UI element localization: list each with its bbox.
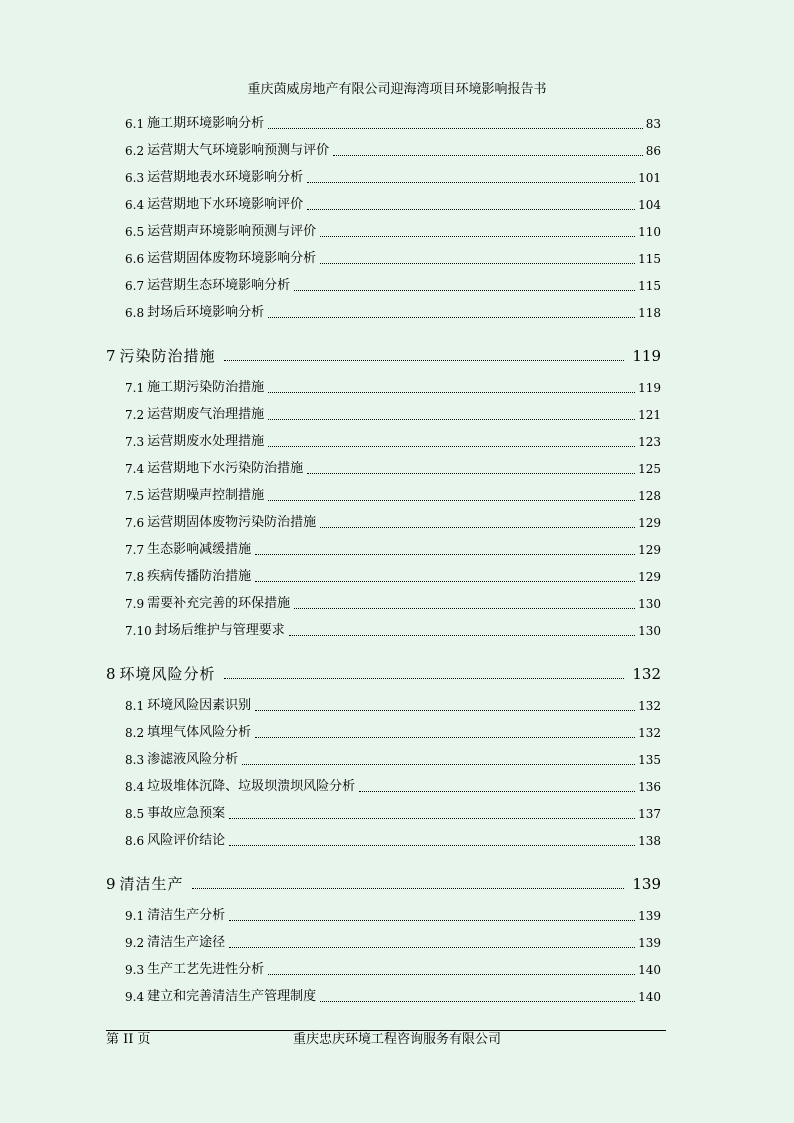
toc-dot-leader <box>320 236 635 237</box>
toc-entry-page: 132 <box>638 726 661 740</box>
toc-entry-title: 运营期固体废物环境影响分析 <box>147 251 317 266</box>
toc-dot-leader <box>320 263 635 264</box>
toc-entry-title: 运营期废水处理措施 <box>147 434 265 449</box>
toc-entry-number: 7.5 <box>125 489 145 503</box>
toc-section-entry[interactable] <box>125 196 661 214</box>
toc-entry-title: 运营期地表水环境影响分析 <box>147 170 304 185</box>
toc-entry-title: 封场后维护与管理要求 <box>154 623 285 638</box>
toc-entry-title: 生产工艺先进性分析 <box>147 962 265 977</box>
toc-entry-title: 事故应急预案 <box>147 806 226 821</box>
toc-dot-leader <box>320 1001 635 1002</box>
toc-entry-number: 8 <box>106 665 116 683</box>
toc-entry-title: 运营期地下水污染防治措施 <box>147 461 304 476</box>
toc-entry-number: 7.3 <box>125 435 145 449</box>
toc-dot-leader <box>333 155 643 156</box>
toc-section-entry[interactable] <box>125 778 661 796</box>
toc-dot-leader <box>229 818 635 819</box>
toc-entry-title: 建立和完善清洁生产管理制度 <box>147 989 317 1004</box>
footer-page-number: 第 II 页 <box>106 1032 151 1047</box>
toc-chapter-entry[interactable] <box>106 874 661 894</box>
toc-section-entry[interactable] <box>125 169 661 187</box>
toc-entry-number: 9.2 <box>125 936 145 950</box>
toc-dot-leader <box>307 209 635 210</box>
toc-entry-page: 140 <box>638 990 661 1004</box>
toc-entry-page: 140 <box>638 963 661 977</box>
toc-entry-page: 86 <box>645 144 661 158</box>
toc-dot-leader <box>255 554 635 555</box>
toc-entry-title: 运营期大气环境影响预测与评价 <box>147 143 330 158</box>
toc-entry-page: 119 <box>632 347 661 365</box>
toc-section-entry[interactable] <box>125 541 661 559</box>
toc-entry-number: 6.5 <box>125 225 145 239</box>
toc-entry-title: 封场后环境影响分析 <box>147 305 265 320</box>
toc-entry-page: 139 <box>632 875 661 893</box>
toc-dot-leader <box>289 635 635 636</box>
toc-section-entry[interactable] <box>125 304 661 322</box>
toc-dot-leader <box>255 710 635 711</box>
toc-entry-number: 6.6 <box>125 252 145 266</box>
toc-section-entry[interactable] <box>125 724 661 742</box>
toc-section-entry[interactable] <box>125 832 661 850</box>
toc-dot-leader <box>255 581 635 582</box>
toc-entry-page: 135 <box>638 753 661 767</box>
toc-section-entry[interactable] <box>125 622 661 640</box>
toc-entry-number: 7.7 <box>125 543 145 557</box>
toc-dot-leader <box>307 182 635 183</box>
toc-entry-number: 8.5 <box>125 807 145 821</box>
toc-entry-number: 8.3 <box>125 753 145 767</box>
toc-dot-leader <box>224 360 625 361</box>
toc-entry-number: 8.1 <box>125 699 145 713</box>
toc-entry-number: 6.4 <box>125 198 145 212</box>
toc-entry-page: 139 <box>638 936 661 950</box>
toc-entry-page: 129 <box>638 570 661 584</box>
toc-section-entry[interactable] <box>125 805 661 823</box>
toc-entry-page: 129 <box>638 516 661 530</box>
toc-dot-leader <box>359 791 635 792</box>
toc-section-entry[interactable] <box>125 433 661 451</box>
toc-entry-page: 125 <box>638 462 661 476</box>
toc-section-entry[interactable] <box>125 514 661 532</box>
toc-entry-page: 110 <box>638 225 661 239</box>
toc-entry-number: 8.2 <box>125 726 145 740</box>
toc-dot-leader <box>268 419 635 420</box>
toc-entry-number: 7.1 <box>125 381 145 395</box>
toc-entry-number: 6.8 <box>125 306 145 320</box>
toc-entry-title: 垃圾堆体沉降、垃圾坝溃坝风险分析 <box>147 779 356 794</box>
toc-chapter-entry[interactable] <box>106 346 661 366</box>
toc-entry-page: 130 <box>638 624 661 638</box>
toc-entry-title: 生态影响减缓措施 <box>147 542 252 557</box>
toc-section-entry[interactable] <box>125 460 661 478</box>
toc-dot-leader <box>229 920 635 921</box>
toc-entry-page: 139 <box>638 909 661 923</box>
toc-dot-leader <box>229 845 635 846</box>
toc-entry-title: 污染防治措施 <box>119 347 216 365</box>
toc-section-entry[interactable] <box>125 568 661 586</box>
toc-section-entry[interactable] <box>125 277 661 295</box>
toc-entry-title: 环境风险分析 <box>119 665 216 683</box>
toc-entry-title: 填埋气体风险分析 <box>147 725 252 740</box>
toc-entry-page: 104 <box>638 198 661 212</box>
toc-entry-title: 运营期噪声控制措施 <box>147 488 265 503</box>
toc-section-entry[interactable] <box>125 379 661 397</box>
toc-entry-title: 施工期环境影响分析 <box>147 116 265 131</box>
toc-section-entry[interactable] <box>125 907 661 925</box>
toc-entry-number: 6.1 <box>125 117 145 131</box>
toc-entry-title: 渗滤液风险分析 <box>147 752 239 767</box>
toc-entry-page: 129 <box>638 543 661 557</box>
toc-entry-number: 8.6 <box>125 834 145 848</box>
toc-entry-number: 7.6 <box>125 516 145 530</box>
toc-dot-leader <box>320 527 635 528</box>
toc-section-entry[interactable] <box>125 406 661 424</box>
toc-section-entry[interactable] <box>125 250 661 268</box>
toc-dot-leader <box>242 764 635 765</box>
toc-entry-page: 118 <box>638 306 661 320</box>
toc-entry-page: 115 <box>638 252 661 266</box>
toc-entry-title: 运营期固体废物污染防治措施 <box>147 515 317 530</box>
toc-entry-number: 9.3 <box>125 963 145 977</box>
toc-dot-leader <box>192 888 625 889</box>
toc-section-entry[interactable] <box>125 934 661 952</box>
toc-dot-leader <box>268 317 635 318</box>
footer-company: 重庆忠庆环境工程咨询服务有限公司 <box>292 1032 501 1047</box>
toc-entry-number: 7.4 <box>125 462 145 476</box>
toc-dot-leader <box>224 678 625 679</box>
toc-entry-title: 运营期声环境影响预测与评价 <box>147 224 317 239</box>
toc-section-entry[interactable] <box>125 223 661 241</box>
toc-entry-number: 6.2 <box>125 144 145 158</box>
toc-entry-title: 清洁生产 <box>119 875 184 893</box>
toc-section-entry[interactable] <box>125 751 661 769</box>
toc-entry-title: 运营期废气治理措施 <box>147 407 265 422</box>
toc-dot-leader <box>255 737 635 738</box>
toc-entry-page: 83 <box>645 117 661 131</box>
toc-entry-page: 132 <box>638 699 661 713</box>
toc-chapter-entry[interactable] <box>106 664 661 684</box>
toc-dot-leader <box>229 947 635 948</box>
toc-section-entry[interactable] <box>125 142 661 160</box>
toc-entry-title: 环境风险因素识别 <box>147 698 252 713</box>
toc-entry-title: 需要补充完善的环保措施 <box>147 596 291 611</box>
toc-entry-title: 清洁生产分析 <box>147 908 226 923</box>
toc-entry-number: 7.2 <box>125 408 145 422</box>
toc-entry-page: 130 <box>638 597 661 611</box>
toc-entry-number: 8.4 <box>125 780 145 794</box>
toc-entry-title: 风险评价结论 <box>147 833 226 848</box>
toc-entry-number: 7 <box>106 347 116 365</box>
toc-entry-page: 119 <box>638 381 661 395</box>
toc-section-entry[interactable] <box>125 487 661 505</box>
toc-entry-page: 137 <box>638 807 661 821</box>
toc-entry-page: 138 <box>638 834 661 848</box>
toc-entry-title: 运营期生态环境影响分析 <box>147 278 291 293</box>
toc-entry-number: 7.8 <box>125 570 145 584</box>
toc-dot-leader <box>268 974 635 975</box>
toc-entry-page: 101 <box>638 171 661 185</box>
toc-entry-page: 136 <box>638 780 661 794</box>
toc-entry-page: 123 <box>638 435 661 449</box>
toc-section-entry[interactable] <box>125 988 661 1006</box>
toc-dot-leader <box>268 446 635 447</box>
toc-entry-number: 9.1 <box>125 909 145 923</box>
toc-entry-title: 运营期地下水环境影响评价 <box>147 197 304 212</box>
toc-entry-title: 清洁生产途径 <box>147 935 226 950</box>
toc-section-entry[interactable] <box>125 961 661 979</box>
toc-section-entry[interactable] <box>125 697 661 715</box>
toc-entry-number: 6.7 <box>125 279 145 293</box>
toc-section-entry[interactable] <box>125 115 661 133</box>
toc-entry-number: 9 <box>106 875 116 893</box>
toc-dot-leader <box>268 392 635 393</box>
toc-entry-number: 7.9 <box>125 597 145 611</box>
toc-entry-title: 施工期污染防治措施 <box>147 380 265 395</box>
toc-dot-leader <box>294 290 635 291</box>
toc-entry-page: 128 <box>638 489 661 503</box>
toc-entry-page: 121 <box>638 408 661 422</box>
toc-dot-leader <box>268 128 643 129</box>
toc-entry-number: 7.10 <box>125 624 152 638</box>
toc-dot-leader <box>307 473 635 474</box>
toc-entry-number: 9.4 <box>125 990 145 1004</box>
toc-entry-title: 疾病传播防治措施 <box>147 569 252 584</box>
toc-dot-leader <box>294 608 635 609</box>
footer-divider <box>106 1030 666 1031</box>
document-header: 重庆茵威房地产有限公司迎海湾项目环境影响报告书 <box>247 82 547 97</box>
toc-section-entry[interactable] <box>125 595 661 613</box>
toc-entry-page: 132 <box>632 665 661 683</box>
toc-dot-leader <box>268 500 635 501</box>
toc-entry-number: 6.3 <box>125 171 145 185</box>
toc-entry-page: 115 <box>638 279 661 293</box>
